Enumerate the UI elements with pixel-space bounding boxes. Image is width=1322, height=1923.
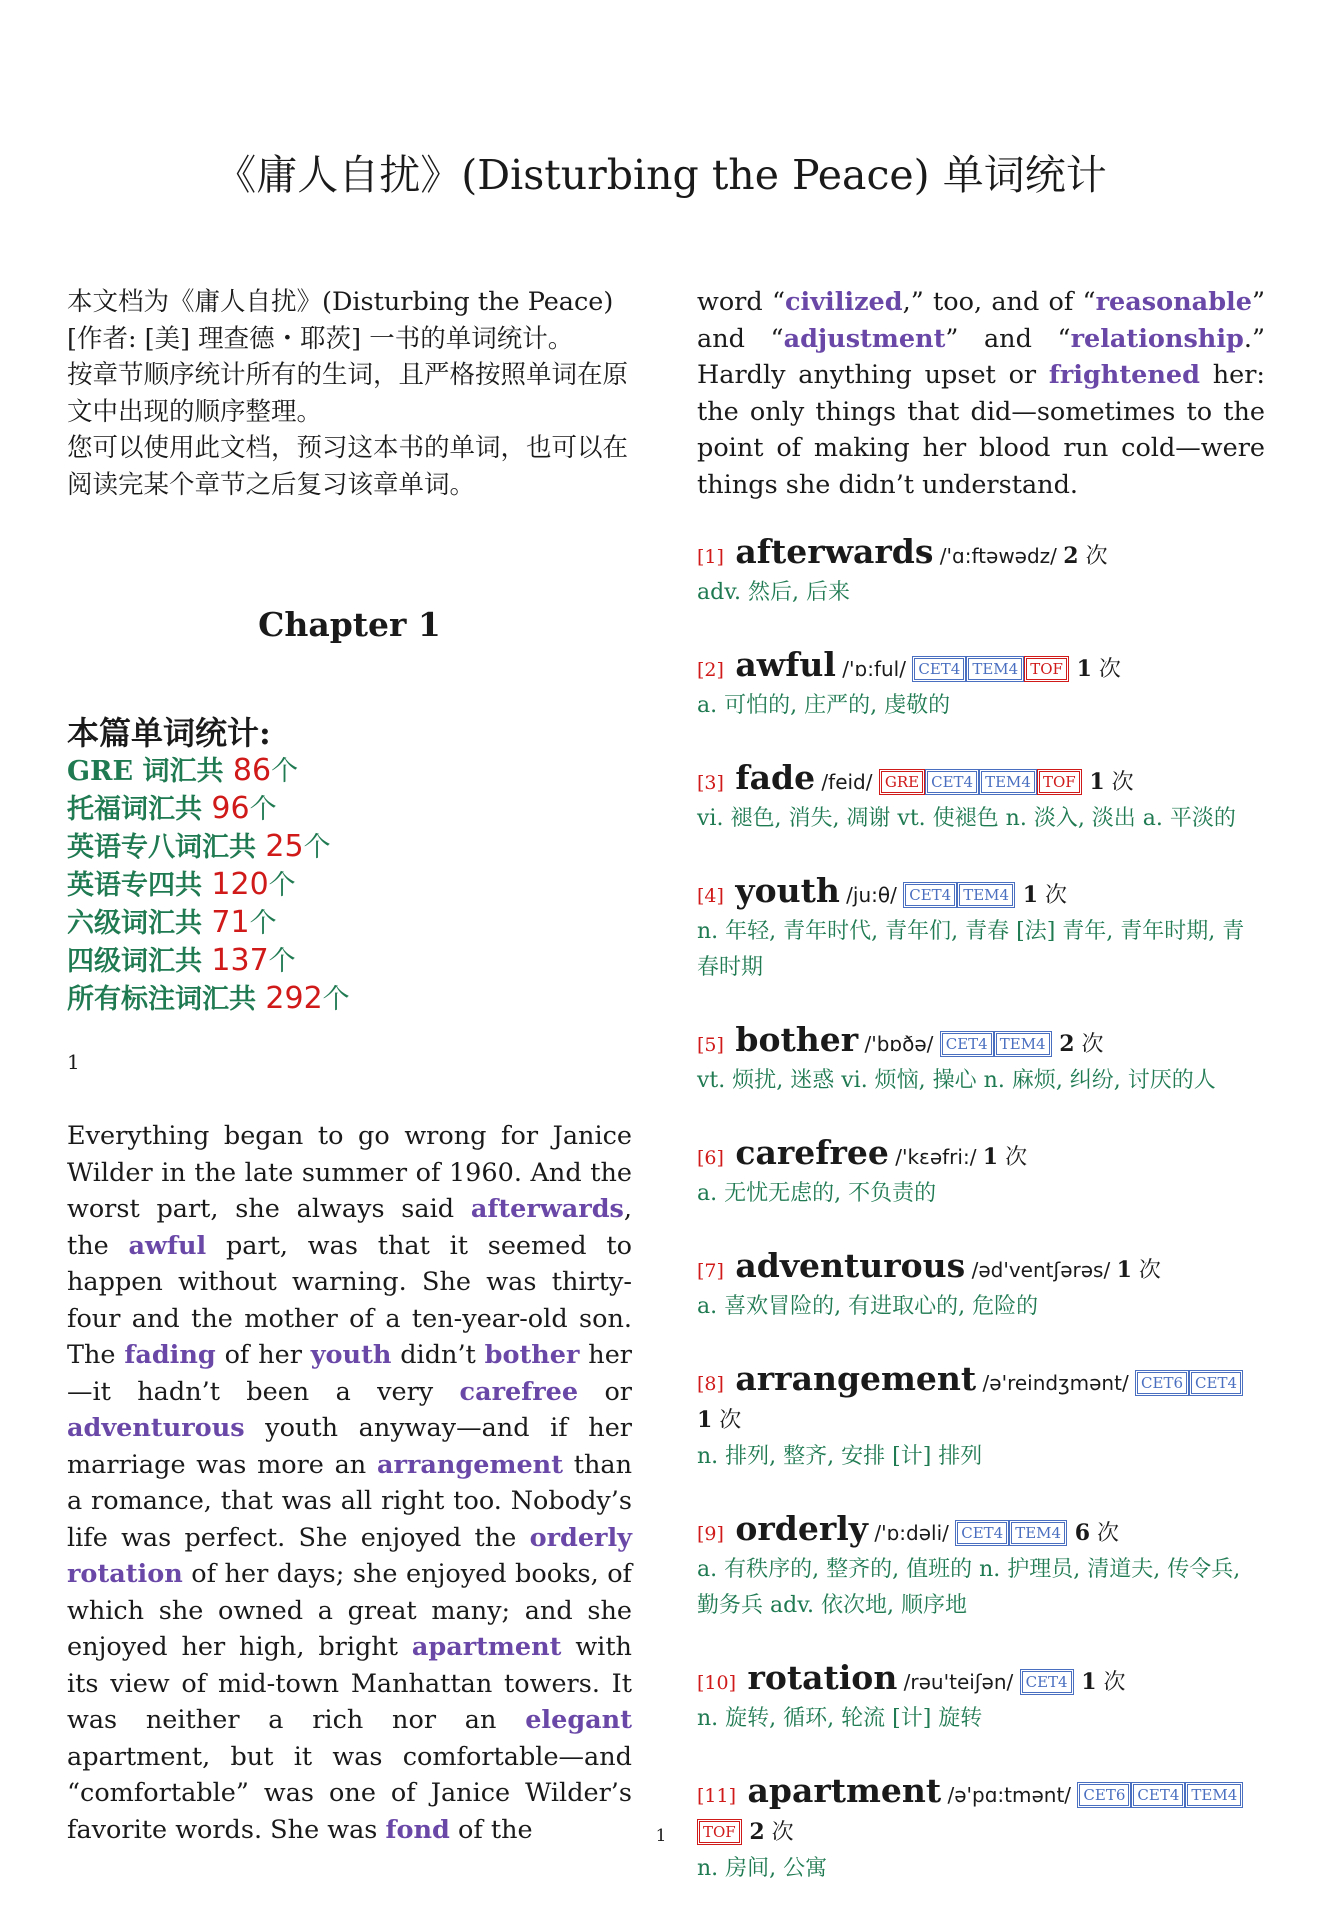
exam-tag: TOF (699, 1821, 740, 1843)
entry-count-unit: 次 (1096, 1670, 1126, 1695)
stat-count: 137 (211, 943, 269, 978)
highlighted-word: awful (128, 1230, 207, 1261)
stat-label: GRE 词汇共 (67, 756, 233, 787)
intro-line: 您可以使用此文档，预习这本书的单词，也可以在阅读完某个章节之后复习该章单词。 (67, 433, 629, 500)
stat-unit: 个 (268, 870, 296, 901)
vocab-entry-head (697, 647, 1265, 688)
entry-count: 2 (1051, 1031, 1075, 1057)
highlighted-word: fond (385, 1814, 450, 1845)
exam-tag: TOF (1039, 771, 1080, 793)
highlighted-word: elegant (525, 1705, 632, 1735)
highlighted-word: orderly (529, 1522, 632, 1553)
vocab-entry (697, 1511, 1265, 1624)
exam-tag: CET6 (1079, 1784, 1129, 1806)
exam-tag: CET4 (942, 1033, 992, 1055)
exam-tag: TEM4 (1187, 1784, 1241, 1806)
entry-word: awful (723, 645, 836, 684)
entry-word: orderly (723, 1509, 868, 1548)
highlighted-word: afterwards (470, 1194, 624, 1224)
exam-tag: CET4 (1191, 1372, 1241, 1394)
entry-word: bother (723, 1020, 859, 1059)
page-title: 《庸人自扰》(Disturbing the Peace) 单词统计 (215, 151, 1107, 199)
exam-tag: CET4 (1022, 1671, 1072, 1693)
entry-phonetic: /ju:θ/ (839, 883, 904, 907)
entry-definition: a. 喜欢冒险的, 有进取心的, 危险的 (697, 1294, 1039, 1319)
entry-index: [2] (697, 659, 724, 681)
story-run: ” and “ (697, 287, 1265, 354)
exam-tag: CET6 (1137, 1372, 1187, 1394)
vocab-entry (697, 873, 1265, 986)
stat-label: 所有标注词汇共 (67, 984, 266, 1015)
entry-count-unit: 次 (1104, 770, 1134, 795)
entry-word: youth (723, 871, 840, 910)
entry-phonetic: /ə'reindʒmənt/ (976, 1371, 1136, 1395)
story-run: word “ (697, 287, 785, 317)
vocab-entry-head (697, 760, 1265, 801)
exam-tag: CET4 (927, 771, 977, 793)
story-run: of the (449, 1814, 533, 1845)
exam-tag: GRE (881, 771, 923, 793)
intro-line: 本文档为《庸人自扰》(Disturbing the Peace)[作者: [美] 理查德・耶茨] 一书的单词统计。 (67, 287, 614, 354)
vocab-entry (697, 1361, 1265, 1475)
stat-count: 120 (211, 867, 269, 902)
story-run: of her (215, 1340, 311, 1370)
entry-word: apartment (736, 1771, 942, 1810)
entry-phonetic: /rəu'teiʃən/ (897, 1670, 1020, 1694)
entry-count-unit: 次 (712, 1408, 742, 1433)
highlighted-word: civilized (784, 287, 903, 317)
stat-label: 四级词汇共 (67, 946, 212, 977)
entry-index: [10] (697, 1672, 737, 1694)
vocab-entry-head (697, 1361, 1265, 1439)
exam-tag: TOF (1026, 658, 1067, 680)
entry-count: 1 (1068, 656, 1092, 682)
story-run: with its view of mid-town Manhattan towers. It was neither a rich nor an (67, 1632, 632, 1735)
story-run: her—it hadn’t been a very (67, 1340, 632, 1407)
entry-phonetic: /feid/ (815, 770, 879, 794)
stat-unit: 个 (303, 832, 331, 863)
vocab-entry (697, 1248, 1265, 1325)
entry-index: [8] (697, 1373, 724, 1395)
stat-cet6 (67, 904, 350, 942)
stat-label: 托福词汇共 (67, 794, 212, 825)
stat-cet4 (67, 942, 350, 980)
story-run: .” Hardly anything upset or (697, 323, 1266, 390)
entry-count-unit: 次 (1038, 883, 1068, 908)
entry-index: [11] (697, 1785, 737, 1807)
intro-line: 按章节顺序统计所有的生词，且严格按照单词在原文中出现的顺序整理。 (67, 360, 629, 427)
entry-definition: a. 有秩序的, 整齐的, 值班的 n. 护理员, 清道夫, 传令兵, 勤务兵 adv. 依次地, 顺序地 (697, 1557, 1241, 1618)
stat-unit: 个 (322, 984, 350, 1015)
story-run: , the (67, 1194, 632, 1261)
entry-count: 1 (697, 1407, 713, 1433)
entry-count-unit: 次 (1090, 1521, 1120, 1546)
entry-count-unit: 次 (1074, 1032, 1104, 1057)
story-run: didn’t (391, 1340, 485, 1370)
entry-count: 1 (1081, 769, 1105, 795)
vocab-entry (697, 647, 1265, 724)
entry-definition: vt. 烦扰, 迷惑 vi. 烦恼, 操心 n. 麻烦, 纠纷, 讨厌的人 (697, 1068, 1216, 1093)
exam-tag: CET4 (914, 658, 964, 680)
story-run: ” and “ (945, 323, 1071, 354)
vocab-entry-head (697, 873, 1265, 914)
entry-definition: n. 年轻, 青年时代, 青年们, 青春 [法] 青年, 青年时期, 青春时期 (697, 919, 1245, 980)
story-run: apartment, but it was comfortable—and “comfortable” was one of Janice Wilder’s favorite words. She was (67, 1741, 632, 1845)
entry-count: 2 (741, 1819, 765, 1845)
stat-label: 六级词汇共 (67, 908, 212, 939)
entry-word: adventurous (723, 1246, 966, 1285)
page-number: 1 (655, 1826, 667, 1846)
entry-word: rotation (736, 1658, 898, 1697)
highlighted-word: fading (124, 1340, 216, 1370)
exam-tag: CET4 (905, 884, 955, 906)
vocab-entry-list (697, 534, 1265, 1923)
vocab-entry (697, 534, 1265, 611)
entry-word: afterwards (723, 532, 934, 571)
stats-title: 本篇单词统计: (67, 714, 271, 752)
story-text-right (697, 284, 1265, 503)
highlighted-word: youth (310, 1340, 392, 1370)
stat-count: 292 (265, 981, 323, 1016)
stat-tem4 (67, 866, 350, 904)
entry-phonetic: /'bɒðə/ (858, 1032, 940, 1056)
stat-label: 英语专八词汇共 (67, 832, 266, 863)
entry-phonetic: /'ɒ:ful/ (835, 657, 913, 681)
vocab-entry-head (697, 1022, 1265, 1063)
stat-unit: 个 (268, 946, 296, 977)
entry-count-unit: 次 (1078, 544, 1108, 569)
vocab-entry-head (697, 1248, 1265, 1289)
entry-index: [3] (697, 772, 724, 794)
stat-unit: 个 (271, 756, 299, 787)
vocab-entry-head (697, 1660, 1265, 1701)
highlighted-word: bother (484, 1340, 580, 1370)
story-run: or (578, 1376, 632, 1407)
highlighted-word: reasonable (1095, 287, 1252, 317)
exam-tag: CET4 (1133, 1784, 1183, 1806)
story-run: her: the only things that did—sometimes to the point of making her blood run cold—were things she didn’t understand. (697, 360, 1265, 500)
entry-word: fade (723, 758, 816, 797)
story-run: youth anyway—and if her marriage was more an (67, 1413, 632, 1480)
story-run: of her days; she enjoyed books, of which she owned a great many; and she enjoyed her high, bright (67, 1559, 632, 1662)
entry-count-unit: 次 (1091, 657, 1121, 682)
vocab-entry (697, 760, 1265, 837)
entry-index: [1] (697, 546, 724, 568)
intro (67, 284, 632, 503)
stat-unit: 个 (249, 908, 277, 939)
exam-tag: TEM4 (996, 1033, 1050, 1055)
entry-phonetic: /'kɛəfri:/ (888, 1145, 983, 1169)
stat-tem8 (67, 828, 350, 866)
entry-count-unit: 次 (1131, 1258, 1161, 1283)
story-run: part, was that it seemed to happen without warning. She was thirty-four and the mother of a ten-year-old son. The (67, 1230, 632, 1370)
highlighted-word: apartment (411, 1632, 562, 1662)
story-run: ,” too, and of “ (902, 287, 1096, 317)
entry-count: 1 (1073, 1669, 1097, 1695)
entry-index: [9] (697, 1523, 724, 1545)
highlighted-word: relationship (1070, 323, 1244, 354)
highlighted-word: frightened (1048, 360, 1200, 390)
stat-all (67, 980, 350, 1018)
entry-index: [4] (697, 885, 724, 907)
stat-label: 英语专四共 (67, 870, 212, 901)
entry-phonetic: /ə'pɑ:tmənt/ (941, 1783, 1078, 1807)
stat-gre (67, 752, 350, 790)
entry-index: [5] (697, 1034, 724, 1056)
stats-list (67, 752, 350, 1018)
entry-count: 2 (1063, 543, 1079, 569)
exam-tag: CET4 (957, 1522, 1007, 1544)
stat-count: 96 (211, 791, 250, 826)
vocab-entry-head (697, 534, 1265, 575)
entry-count: 1 (1015, 882, 1039, 908)
vocab-entry (697, 1660, 1265, 1737)
entry-phonetic: /'ɒ:dəli/ (867, 1521, 956, 1545)
exam-tag: TEM4 (981, 771, 1035, 793)
entry-word: carefree (723, 1133, 889, 1172)
stat-unit: 个 (249, 794, 277, 825)
entry-definition: vi. 褪色, 消失, 凋谢 vt. 使褪色 n. 淡入, 淡出 a. 平淡的 (697, 806, 1236, 831)
entry-definition: adv. 然后, 后来 (697, 580, 850, 605)
entry-index: [6] (697, 1147, 724, 1169)
highlighted-word: adventurous (67, 1413, 245, 1443)
entry-count: 1 (1116, 1257, 1132, 1283)
story-text-left (67, 1118, 632, 1848)
entry-definition: n. 旋转, 循环, 轮流 [计] 旋转 (697, 1706, 983, 1731)
stat-toefl (67, 790, 350, 828)
highlighted-word: adjustment (783, 323, 946, 354)
stat-count: 71 (211, 905, 250, 940)
vocab-entry (697, 1135, 1265, 1212)
chapter-heading: Chapter 1 (258, 605, 441, 644)
exam-tag: TEM4 (959, 884, 1013, 906)
vocab-entry-head (697, 1511, 1265, 1552)
highlighted-word: rotation (67, 1559, 183, 1589)
entry-count-unit: 次 (764, 1820, 794, 1845)
vocab-entry-head (697, 1135, 1265, 1176)
entry-definition: a. 无忧无虑的, 不负责的 (697, 1181, 937, 1206)
story-run: than a romance, that was all right too. Nobody’s life was perfect. She enjoyed the (67, 1449, 633, 1553)
entry-count-unit: 次 (998, 1145, 1028, 1170)
entry-count: 6 (1067, 1520, 1091, 1546)
entry-index: [7] (697, 1260, 724, 1282)
story-run: Everything began to go wrong for Janice Wilder in the late summer of 1960. And the worst part, she always said (67, 1121, 632, 1224)
stat-count: 25 (265, 829, 304, 864)
vocab-entry (697, 1022, 1265, 1099)
entry-phonetic: /'ɑ:ftəwədz/ (933, 544, 1064, 568)
entry-phonetic: /əd'ventʃərəs/ (965, 1258, 1117, 1282)
entry-definition: n. 房间, 公寓 (697, 1856, 828, 1881)
exam-tag: TEM4 (1011, 1522, 1065, 1544)
section-number: 1 (67, 1050, 80, 1074)
entry-count: 1 (982, 1144, 999, 1170)
entry-definition: n. 排列, 整齐, 安排 [计] 排列 (697, 1444, 983, 1469)
highlighted-word: arrangement (376, 1449, 563, 1480)
stat-count: 86 (232, 753, 272, 788)
right-column (697, 284, 1265, 503)
exam-tag: TEM4 (968, 658, 1022, 680)
entry-word: arrangement (723, 1359, 977, 1398)
entry-definition: a. 可怕的, 庄严的, 虔敬的 (697, 693, 951, 718)
highlighted-word: carefree (459, 1376, 579, 1407)
